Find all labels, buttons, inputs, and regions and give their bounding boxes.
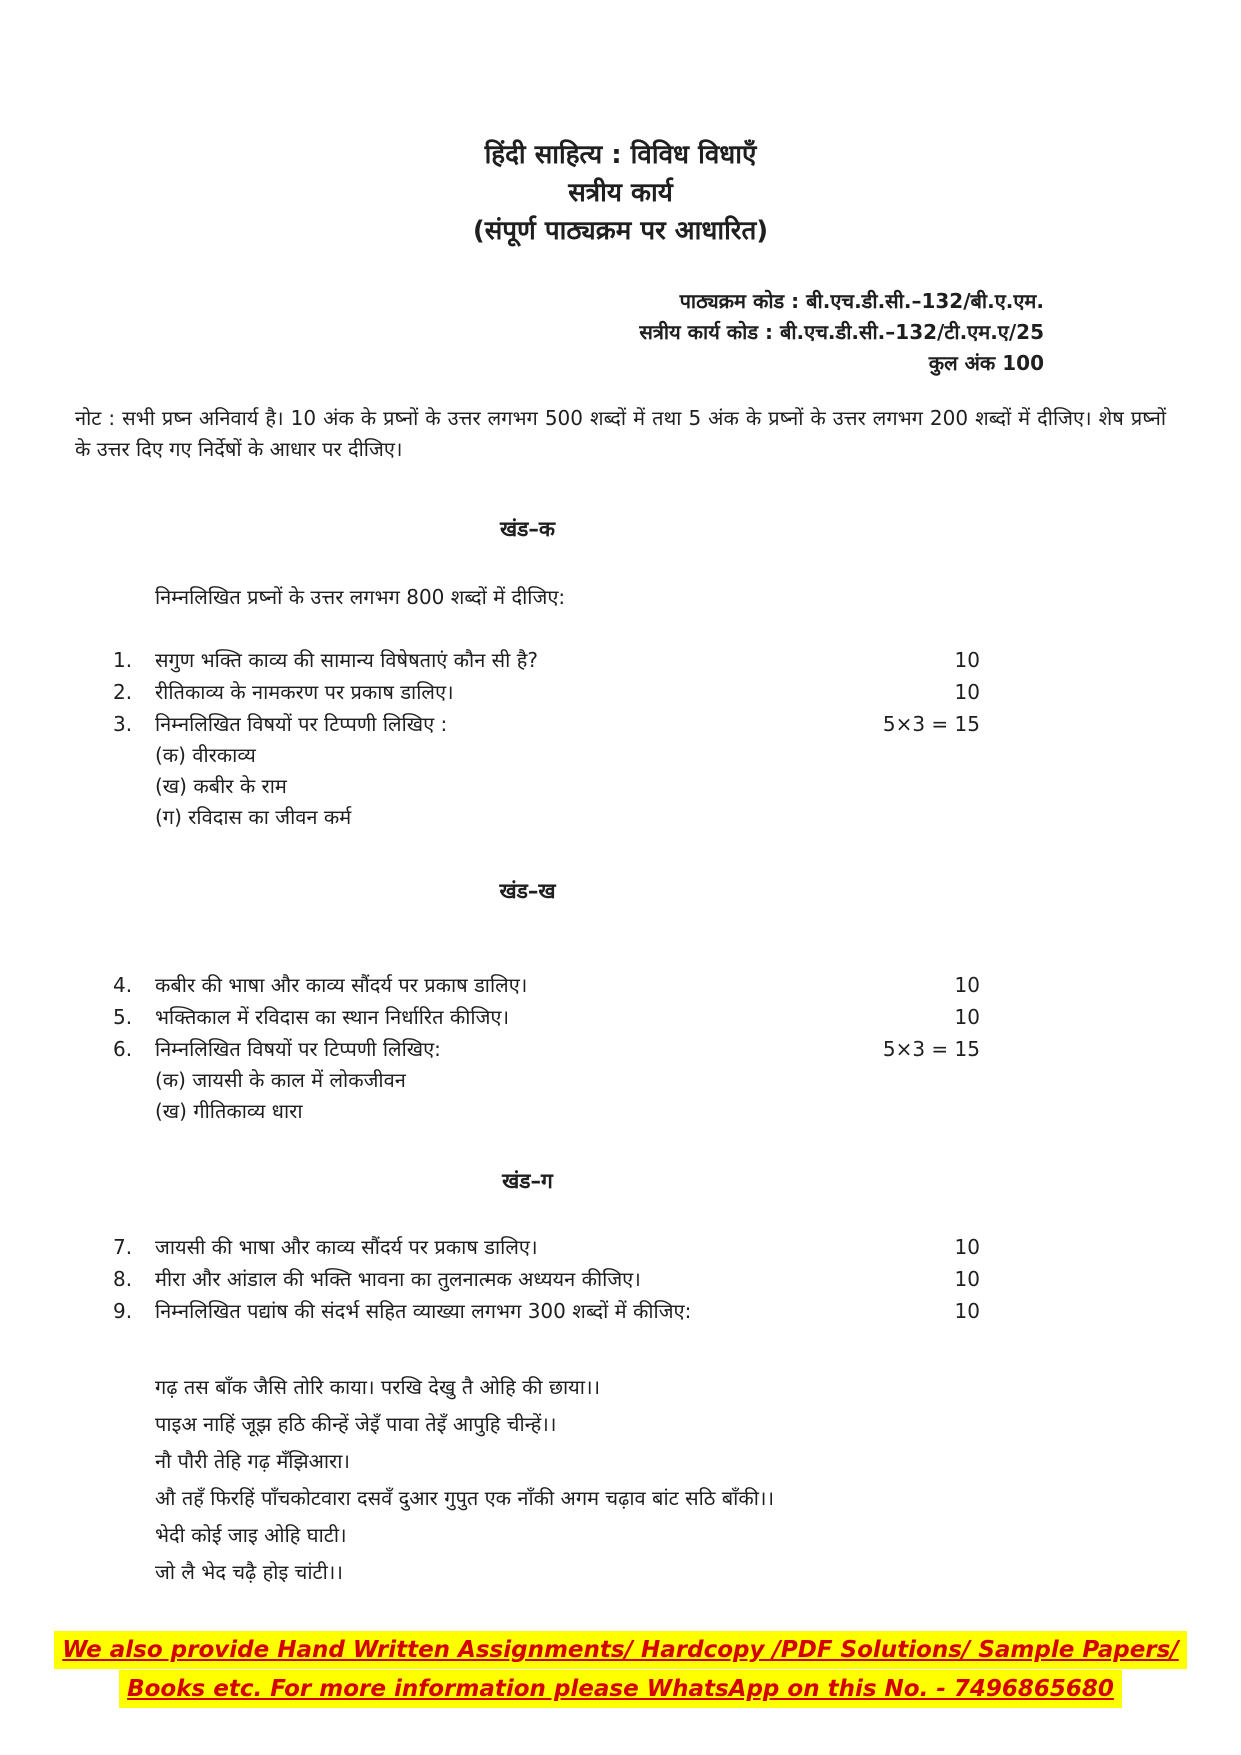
question-text: रीतिकाव्य के नामकरण पर प्रकाष डालिए।: [155, 680, 454, 704]
question-number: 6.: [113, 1037, 133, 1061]
question-subitem: (क) जायसी के काल में लोकजीवन: [155, 1068, 406, 1092]
question-marks: 10: [954, 1235, 980, 1259]
question-row: [75, 644, 980, 676]
exam-note: नोट : सभी प्रष्न अनिवार्य है। 10 अंक के प्रष्नों के उत्तर लगभग 500 शब्दों में तथा 5 अंक के प्रष्नों के उत्तर लगभग 200 शब्दों में दीजिए। शेष प्रष्नों के उत्तर दिए गए निर्देषों के आधार पर दीजिए।: [75, 406, 1166, 461]
question-marks: 5×3 = 15: [882, 1037, 980, 1061]
question-text: निम्नलिखित विषयों पर टिप्पणी लिखिए :: [155, 712, 448, 736]
question-text: निम्नलिखित पद्यांष की संदर्भ सहित व्याख्या लगभग 300 शब्दों में कीजिए:: [155, 1299, 692, 1323]
document-subtitle: सत्रीय कार्य: [568, 178, 673, 208]
section-ga-questions: [75, 1231, 980, 1327]
footer-ad-line-2: Books etc. For more information please WhatsApp on this No. - 7496865680: [119, 1670, 1122, 1708]
question-row: [75, 676, 980, 708]
question-row: [75, 1231, 980, 1263]
question-number: 2.: [113, 680, 133, 704]
question-row: [75, 708, 980, 740]
verse-line: भेदी कोई जाइ ओहि घाटी।: [155, 1523, 347, 1547]
footer-banner: [0, 1631, 1241, 1709]
assignment-code: सत्रीय कार्य कोड : बी.एच.डी.सी.–132/टी.एम.ए/25: [639, 320, 1044, 344]
question-row: [75, 969, 980, 1001]
question-marks: 10: [954, 680, 980, 704]
section-ka-instruction: निम्नलिखित प्रष्नों के उत्तर लगभग 800 शब्दों में दीजिए:: [155, 585, 566, 609]
title-block: [75, 136, 1166, 250]
question-number: 4.: [113, 973, 133, 997]
total-marks: कुल अंक 100: [928, 351, 1044, 375]
verse-line: पाइअ नाहिं जूझ हठि कीन्हें जेइँ पावा तेइँ आपुहि चीन्हें।।: [155, 1412, 557, 1436]
question-text: मीरा और आंडाल की भक्ति भावना का तुलनात्मक अध्ययन कीजिए।: [155, 1267, 641, 1291]
question-marks: 10: [954, 973, 980, 997]
question-row: [75, 1263, 980, 1295]
section-heading-ga: खंड–ग: [502, 1169, 553, 1193]
question-marks: 5×3 = 15: [882, 712, 980, 736]
question-number: 5.: [113, 1005, 133, 1029]
question-subitem: (ग) रविदास का जीवन कर्म: [155, 805, 352, 829]
question-marks: 10: [954, 1299, 980, 1323]
verse-block: [75, 1369, 1166, 1591]
footer-ad-line-1: We also provide Hand Written Assignments/ Hardcopy /PDF Solutions/ Sample Papers/: [54, 1631, 1186, 1669]
verse-line: नौ पौरी तेहि गढ़ मँझिआरा।: [155, 1449, 350, 1473]
question-number: 8.: [113, 1267, 133, 1291]
question-number: 3.: [113, 712, 133, 736]
document-title: हिंदी साहित्य : विविध विधाएँ: [484, 140, 757, 170]
section-heading-ka: खंड–क: [499, 517, 556, 541]
question-text: सगुण भक्ति काव्य की सामान्य विषेषताएं कौन सी है?: [155, 648, 538, 672]
question-subitem: (ख) गीतिकाव्य धारा: [155, 1099, 303, 1123]
question-subitem: (क) वीरकाव्य: [155, 743, 256, 767]
section-ka-questions: [75, 644, 980, 833]
question-subitem: (ख) कबीर के राम: [155, 774, 287, 798]
question-text: भक्तिकाल में रविदास का स्थान निर्धारित कीजिए।: [155, 1005, 510, 1029]
verse-line: औ तहँ फिरहिं पाँचकोटवारा दसवँ दुआर गुपुत एक नाँकी अगम चढ़ाव बांट सठि बाँकी।।: [155, 1486, 775, 1510]
course-code: पाठ्यक्रम कोड : बी.एच.डी.सी.–132/बी.ए.एम.: [679, 289, 1044, 313]
section-heading-kha: खंड–ख: [499, 879, 556, 903]
question-marks: 10: [954, 648, 980, 672]
question-row: [75, 1033, 980, 1065]
question-text: कबीर की भाषा और काव्य सौंदर्य पर प्रकाष डालिए।: [155, 973, 528, 997]
question-number: 7.: [113, 1235, 133, 1259]
document-subtitle-note: (संपूर्ण पाठ्यक्रम पर आधारित): [472, 216, 769, 246]
question-marks: 10: [954, 1005, 980, 1029]
codes-block: [75, 286, 1166, 379]
verse-line: जो लै भेद चढ़ै होइ चांटी।।: [155, 1560, 343, 1584]
section-kha-questions: [75, 969, 980, 1127]
question-text: निम्नलिखित विषयों पर टिप्पणी लिखिए:: [155, 1037, 441, 1061]
verse-line: गढ़ तस बाँक जैसि तोरि काया। परखि देखु तै ओहि की छाया।।: [155, 1375, 601, 1399]
question-row: [75, 1001, 980, 1033]
question-number: 9.: [113, 1299, 133, 1323]
question-row: [75, 1295, 980, 1327]
question-number: 1.: [113, 648, 133, 672]
question-marks: 10: [954, 1267, 980, 1291]
question-text: जायसी की भाषा और काव्य सौंदर्य पर प्रकाष डालिए।: [155, 1235, 538, 1259]
